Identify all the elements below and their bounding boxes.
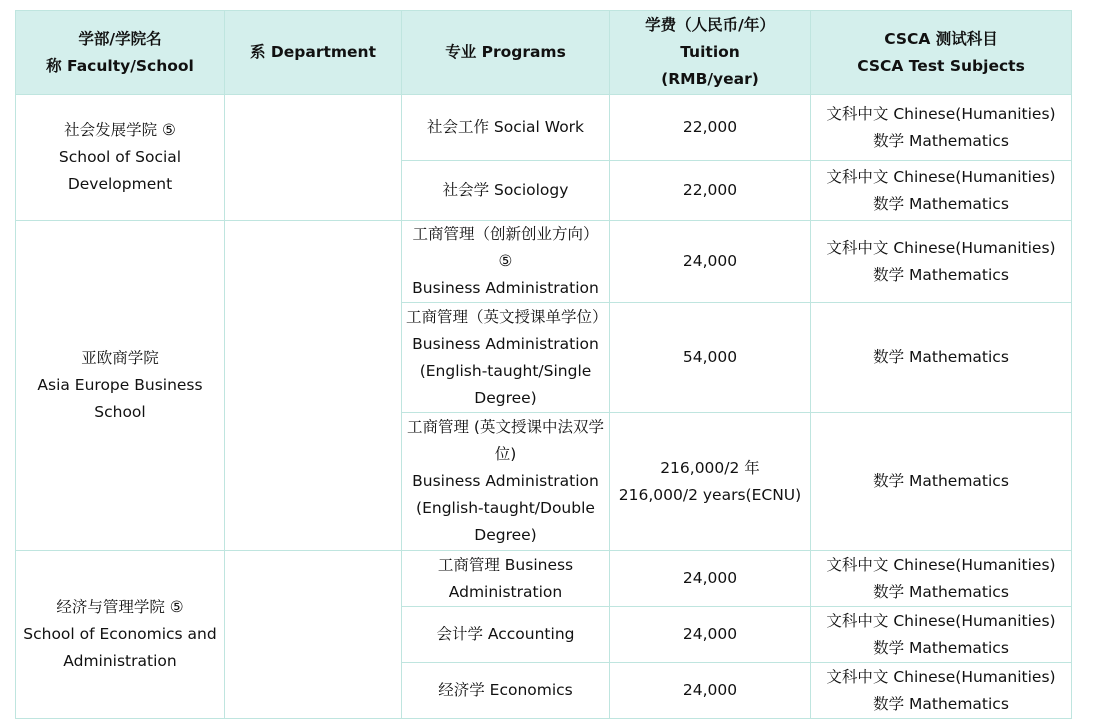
subjects-header-line1: CSCA 测试科目 [884,29,998,48]
subject-line: 数学 Mathematics [873,638,1009,657]
program-line: 社会学 Sociology [442,181,569,199]
subject-line: 文科中文 Chinese(Humanities) [826,238,1056,257]
program-line: Degree) [474,526,537,544]
tuition-cell [610,95,811,161]
program-line: (English-taught/Double [416,499,595,517]
department-cell [225,551,402,719]
faculty-en-line1: School of Economics and [23,625,217,643]
subjects-cell [811,551,1072,607]
subject-line: 文科中文 Chinese(Humanities) [826,167,1056,186]
faculty-zh: 亚欧商学院 [81,349,159,367]
subject-line: 数学 Mathematics [873,131,1009,150]
faculty-header-line1: 学部/学院名 [78,29,162,48]
program-line: 工商管理（创新创业方向）⑤ [412,225,599,270]
tuition-cell [610,551,811,607]
program-cell [402,95,610,161]
faculty-en-line1: Asia Europe Business [37,376,203,394]
tuition-value: 24,000 [682,569,738,587]
subjects-header [811,11,1072,95]
programs-header-text: 专业 Programs [445,43,566,61]
table-row [16,551,1072,607]
faculty-en-line2: Administration [63,652,177,670]
tuition-header-line2: Tuition [680,43,740,61]
program-line: 经济学 Economics [438,681,573,699]
header-row [16,11,1072,95]
subjects-cell [811,607,1072,663]
subjects-cell [811,303,1072,413]
subject-line: 数学 Mathematics [873,265,1009,284]
program-line: Business Administration [412,472,599,490]
program-line: Business Administration [412,279,599,297]
tuition-value: 22,000 [682,118,738,136]
tuition-value: 54,000 [682,348,738,366]
tuition-value: 216,000/2 years(ECNU) [618,485,802,504]
program-cell [402,221,610,303]
table-row [16,221,1072,303]
tuition-cell [610,221,811,303]
subjects-cell [811,413,1072,551]
tuition-cell [610,607,811,663]
department-cell [225,95,402,221]
department-header [225,11,402,95]
faculty-cell [16,95,225,221]
program-line: 工商管理 (英文授课中法双学 [407,418,604,436]
tuition-value: 22,000 [682,181,738,199]
subject-line: 数学 Mathematics [873,694,1009,713]
tuition-header-line1: 学费（人民币/年） [645,16,775,34]
tuition-value: 24,000 [682,252,738,270]
tuition-cell [610,413,811,551]
tuition-cell [610,663,811,719]
program-cell [402,551,610,607]
subject-line: 文科中文 Chinese(Humanities) [826,611,1056,630]
subjects-header-line2: CSCA Test Subjects [857,56,1025,75]
subject-line: 数学 Mathematics [873,472,1009,490]
program-line: 工商管理（英文授课单学位） [406,307,608,326]
subjects-cell [811,95,1072,161]
program-line: Degree) [474,388,537,407]
program-cell [402,607,610,663]
faculty-header [16,11,225,95]
program-line: (English-taught/Single [419,361,592,380]
tuition-header-line3: (RMB/year) [661,70,759,88]
faculty-en-line2: School [94,403,146,421]
subject-line: 数学 Mathematics [873,348,1009,366]
program-line: 会计学 Accounting [436,625,575,643]
faculty-zh: 经济与管理学院 ⑤ [56,598,184,616]
tuition-value: 24,000 [682,625,738,643]
tuition-header [610,11,811,95]
subject-line: 数学 Mathematics [873,582,1009,601]
program-line: 位) [494,445,517,463]
program-line: 社会工作 Social Work [426,118,585,136]
program-cell [402,161,610,221]
program-line: Business Administration [412,334,599,353]
subject-line: 文科中文 Chinese(Humanities) [826,555,1056,574]
department-header-text: 系 Department [250,43,376,61]
program-cell [402,663,610,719]
programs-header [402,11,610,95]
department-cell [225,221,402,551]
program-cell [402,413,610,551]
subject-line: 数学 Mathematics [873,194,1009,213]
faculty-en-line2: Development [67,175,173,193]
faculty-cell [16,221,225,551]
subjects-cell [811,161,1072,221]
subjects-cell [811,663,1072,719]
program-line: 工商管理 Business [437,555,574,574]
faculty-cell [16,551,225,719]
faculty-header-line2: 称 Faculty/School [46,56,194,75]
subject-line: 文科中文 Chinese(Humanities) [826,667,1056,686]
tuition-value: 24,000 [682,681,738,699]
subject-line: 文科中文 Chinese(Humanities) [826,104,1056,123]
tuition-value: 216,000/2 年 [660,458,760,477]
tuition-cell [610,161,811,221]
subjects-cell [811,221,1072,303]
program-cell [402,303,610,413]
programs-table [15,10,1072,719]
tuition-cell [610,303,811,413]
program-line: Administration [448,582,563,601]
faculty-en-line1: School of Social [58,148,182,166]
table-row [16,95,1072,161]
faculty-zh: 社会发展学院 ⑤ [64,121,176,139]
